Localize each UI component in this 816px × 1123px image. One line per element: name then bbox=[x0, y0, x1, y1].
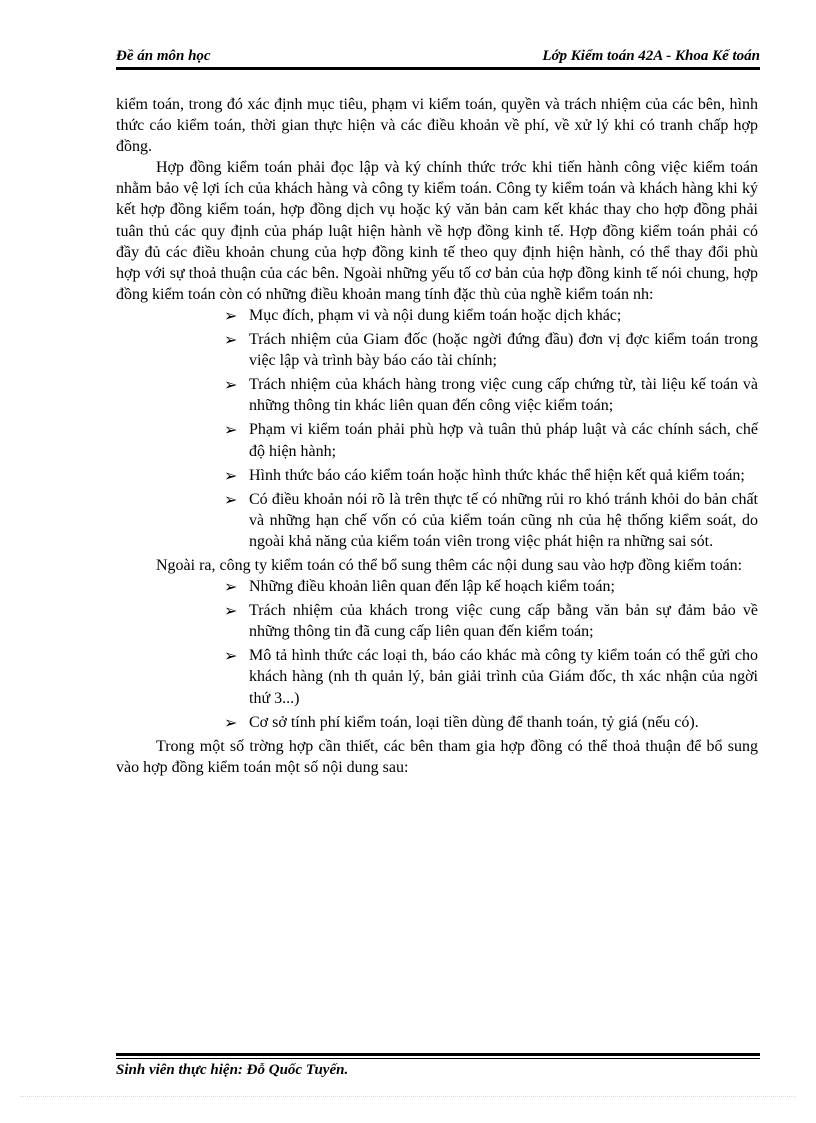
list-item: ➢ Cơ sở tính phí kiểm toán, loại tiền dùng để thanh toán, tỷ giá (nếu có). bbox=[224, 712, 699, 732]
arrow-bullet-icon: ➢ bbox=[224, 489, 238, 509]
document-body bbox=[116, 94, 758, 778]
arrow-bullet-icon: ➢ bbox=[224, 646, 238, 666]
paragraph-3: Ngoài ra, công ty kiểm toán có thể bổ sung thêm các nội dung sau vào hợp đồng kiểm toán: bbox=[156, 556, 743, 574]
paragraph-2: Hợp đồng kiểm toán phải đọc lập và ký chính thức trớc khi tiến hành công việc kiểm toán nhằm bảo vệ lợi ích của khách hàng và công ty kiểm toán. Công ty kiểm toán và khách hàng khi ký kết hợp đồng kiểm toán, hợp đồng dịch vụ hoặc ký văn bản cam kết khác thay cho hợp đồng phải tuân thủ các quy định của pháp luật hiện hành về hợp đồng kinh tế. Hợp đồng kiểm toán phải có đầy đủ các điều khoản chung của hợp đồng kinh tế theo quy định hiện hành, có thể thay đổi phù hợp với sự thoả thuận của các bên. Ngoài những yếu tố cơ bản của hợp đồng kinh tế nói chung, hợp đồng kiểm toán còn có những điều khoản mang tính đặc thù của nghề kiểm toán nh: bbox=[116, 159, 758, 303]
paragraph-1: kiểm toán, trong đó xác định mục tiêu, phạm vi kiểm toán, quyền và trách nhiệm của các bên, hình thức cáo kiểm toán, thời gian thực hiện và các điều khoản về phí, về xử lý khi có tranh chấp hợp đồng. bbox=[116, 96, 758, 156]
header-course-title: Đề án môn học bbox=[116, 48, 211, 64]
arrow-bullet-icon: ➢ bbox=[224, 420, 238, 440]
footer-rule-thin bbox=[116, 1058, 760, 1059]
page-footer: Sinh viên thực hiện: Đỗ Quốc Tuyến. bbox=[116, 1062, 349, 1077]
arrow-bullet-icon: ➢ bbox=[224, 465, 238, 485]
list-item: ➢ Mục đích, phạm vi và nội dung kiểm toán hoặc dịch khác; bbox=[224, 305, 622, 325]
header-class-title: Lớp Kiểm toán 42A - Khoa Kế toán bbox=[542, 48, 760, 64]
list-item: ➢ Có điều khoản nói rõ là trên thực tế có những rủi ro khó tránh khỏi do bản chất và những hạn chế vốn có của kiểm toán cũng nh của hệ thống kiểm soát, do ngoài khả năng của kiểm toán viên trong việc phát hiện ra những sai sót. bbox=[224, 489, 758, 550]
page-bottom-divider bbox=[20, 1096, 796, 1097]
list-item: ➢ Hình thức báo cáo kiểm toán hoặc hình thức khác thể hiện kết quả kiểm toán; bbox=[224, 465, 745, 485]
list-item: ➢ Phạm vi kiểm toán phải phù hợp và tuân thủ pháp luật và các chính sách, chế độ hiện hành; bbox=[224, 420, 758, 460]
list-item: ➢ Trách nhiệm của Giam đốc (hoặc ngời đứng đầu) đơn vị đợc kiểm toán trong việc lập và trình bày báo cáo tài chính; bbox=[224, 330, 758, 370]
list-item: ➢ Những điều khoản liên quan đến lập kế hoạch kiểm toán; bbox=[224, 577, 615, 597]
page-header bbox=[116, 48, 760, 68]
list-item: ➢ Mô tả hình thức các loại th, báo cáo khác mà công ty kiểm toán có thể gửi cho khách hàng (nh th quản lý, bản giải trình của Giám đốc, th xác nhận của ngời thứ 3...) bbox=[224, 646, 758, 707]
additional-terms-list bbox=[116, 576, 758, 733]
arrow-bullet-icon: ➢ bbox=[224, 577, 238, 597]
arrow-bullet-icon: ➢ bbox=[224, 601, 238, 621]
list-item: ➢ Trách nhiệm của khách hàng trong việc cung cấp chứng từ, tài liệu kế toán và những thông tin khác liên quan đến công việc kiểm toán; bbox=[224, 375, 758, 415]
arrow-bullet-icon: ➢ bbox=[224, 305, 238, 325]
arrow-bullet-icon: ➢ bbox=[224, 330, 238, 350]
arrow-bullet-icon: ➢ bbox=[224, 712, 238, 732]
contract-terms-list bbox=[116, 305, 758, 552]
arrow-bullet-icon: ➢ bbox=[224, 375, 238, 395]
footer-rule bbox=[116, 1053, 760, 1056]
header-rule bbox=[116, 67, 760, 70]
paragraph-4: Trong một số trờng hợp cần thiết, các bên tham gia hợp đồng có thể thoả thuận để bổ sung vào hợp đồng kiểm toán một số nội dung sau: bbox=[116, 737, 758, 776]
list-item: ➢ Trách nhiệm của khách trong việc cung cấp bằng văn bản sự đảm bảo về những thông tin đã cung cấp liên quan đến kiểm toán; bbox=[224, 601, 758, 641]
